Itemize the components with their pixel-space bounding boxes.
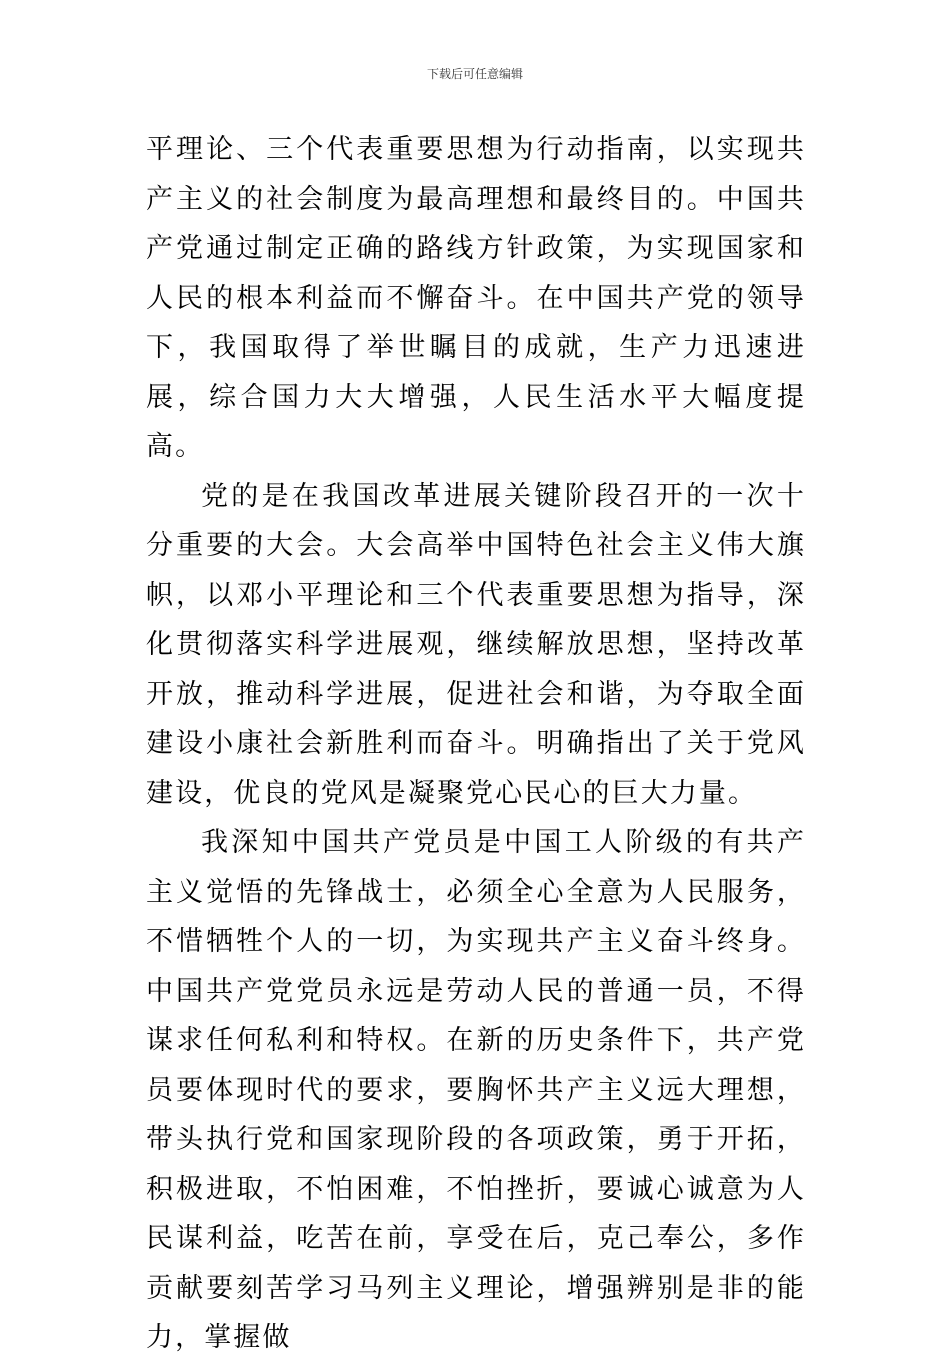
page-header: 下载后可任意编辑 — [426, 67, 523, 81]
paragraph: 我深知中国共产党员是中国工人阶级的有共产主义觉悟的先锋战士，必须全心全意为人民服务，不惜牺牲个人的一切，为实现共产主义奋斗终身。中国共产党党员永远是劳动人民的普通一员，不得谋求任何私利和特权。在新的历史条件下，共产党员要体现时代的要求，要胸怀共产主义远大理想，带头执行党和国家现阶段的各项政策，勇于开拓，积极进取，不怕困难，不怕挫折，要诚心诚意为人民谋利益，吃苦在前，享受在后，克己奉公，多作贡献要刻苦学习马列主义理论，增强辨别是非的能力，掌握做 — [146, 827, 806, 1353]
paragraph: 党的是在我国改革进展关键阶段召开的一次十分重要的大会。大会高举中国特色社会主义伟大旗帜，以邓小平理论和三个代表重要思想为指导，深化贯彻落实科学进展观，继续解放思想，坚持改革开放，推动科学进展，促进社会和谐，为夺取全面建设小康社会新胜利而奋斗。明确指出了关于党风建设，优良的党风是凝聚党心民心的巨大力量。 — [146, 480, 806, 809]
paragraph-continued: 平理论、三个代表重要思想为行动指南，以实现共产主义的社会制度为最高理想和最终目的。中国共产党通过制定正确的路线方针政策，为实现国家和人民的根本利益而不懈奋斗。在中国共产党的领导下，我国取得了举世瞩目的成就，生产力迅速进展，综合国力大大增强，人民生活水平大幅度提高。 — [146, 134, 806, 462]
document-body — [146, 125, 806, 1363]
